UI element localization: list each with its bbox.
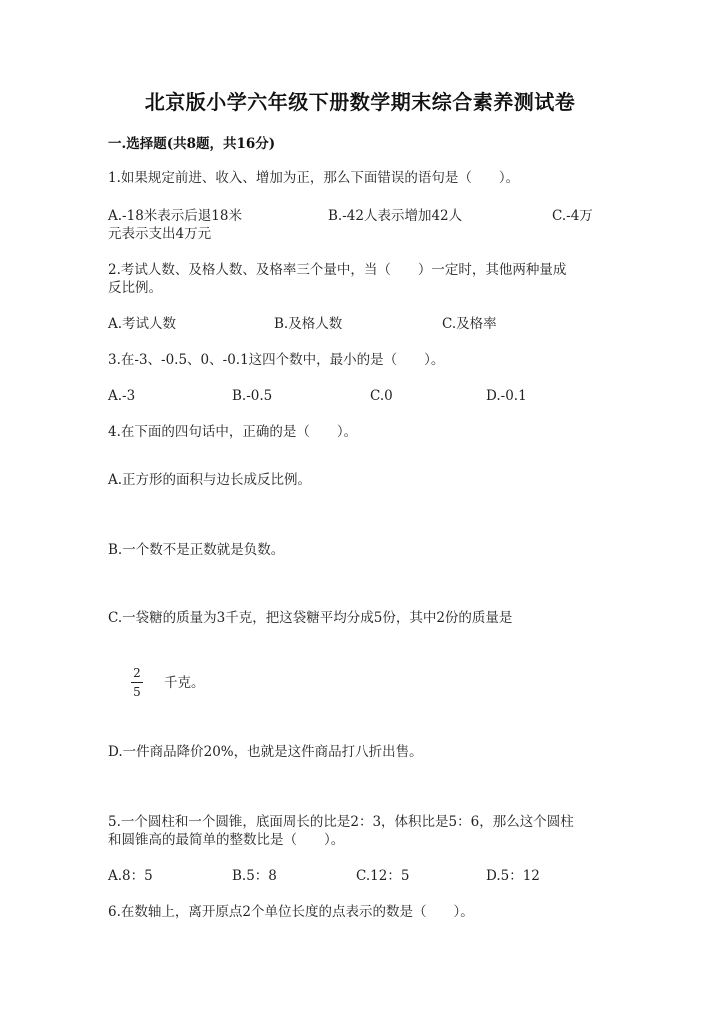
q1-option-a: A.-18米表示后退18米	[108, 208, 242, 224]
q3-stem: 3.在-3、-0.5、0、-0.1这四个数中，最小的是（ ）。	[108, 352, 445, 368]
q2-option-c: C.及格率	[442, 316, 497, 332]
q3-option-d: D.-0.1	[486, 388, 527, 404]
q3-option-c: C.0	[370, 388, 393, 404]
q2-stem-line2: 反比例。	[108, 280, 162, 296]
q4-option-c-unit: 千克。	[164, 675, 205, 691]
fraction-two-fifths	[131, 666, 143, 699]
q4-option-c: C.一袋糖的质量为3千克，把这袋糖平均分成5份，其中2份的质量是	[108, 610, 513, 626]
fraction-denominator: 5	[133, 685, 141, 699]
q5-option-c: C.12：5	[356, 868, 410, 884]
fraction-numerator: 2	[133, 666, 141, 680]
q6-stem: 6.在数轴上，离开原点2个单位长度的点表示的数是（ ）。	[108, 904, 474, 920]
q4-option-d: D.一件商品降价20%，也就是这件商品打八折出售。	[108, 744, 423, 760]
q1-option-b: B.-42人表示增加42人	[328, 208, 463, 224]
q5-option-b: B.5：8	[232, 868, 277, 884]
q3-option-b: B.-0.5	[232, 388, 273, 404]
q1-option-c-continued: 元表示支出4万元	[108, 226, 212, 242]
q5-option-a: A.8：5	[108, 868, 153, 884]
q5-stem-line2: 和圆锥高的最简单的整数比是（ ）。	[108, 832, 345, 848]
fraction-bar	[131, 682, 143, 683]
q4-option-a: A.正方形的面积与边长成反比例。	[108, 472, 312, 488]
q1-stem: 1.如果规定前进、收入、增加为正，那么下面错误的语句是（ ）。	[108, 170, 520, 186]
q5-option-d: D.5：12	[486, 868, 540, 884]
q4-stem: 4.在下面的四句话中，正确的是（ ）。	[108, 424, 358, 440]
q2-stem-line1: 2.考试人数、及格人数、及格率三个量中，当（ ）一定时，其他两种量成	[108, 262, 567, 278]
section-heading: 一.选择题(共8题，共16分)	[108, 136, 276, 152]
q4-option-b: B.一个数不是正数就是负数。	[108, 542, 285, 558]
q3-option-a: A.-3	[108, 388, 136, 404]
q5-stem-line1: 5.一个圆柱和一个圆锥，底面周长的比是2：3，体积比是5：6，那么这个圆柱	[108, 814, 574, 830]
q2-option-b: B.及格人数	[274, 316, 343, 332]
exam-title: 北京版小学六年级下册数学期末综合素养测试卷	[144, 90, 576, 114]
q2-option-a: A.考试人数	[108, 316, 177, 332]
q1-option-c: C.-4万	[552, 208, 593, 224]
